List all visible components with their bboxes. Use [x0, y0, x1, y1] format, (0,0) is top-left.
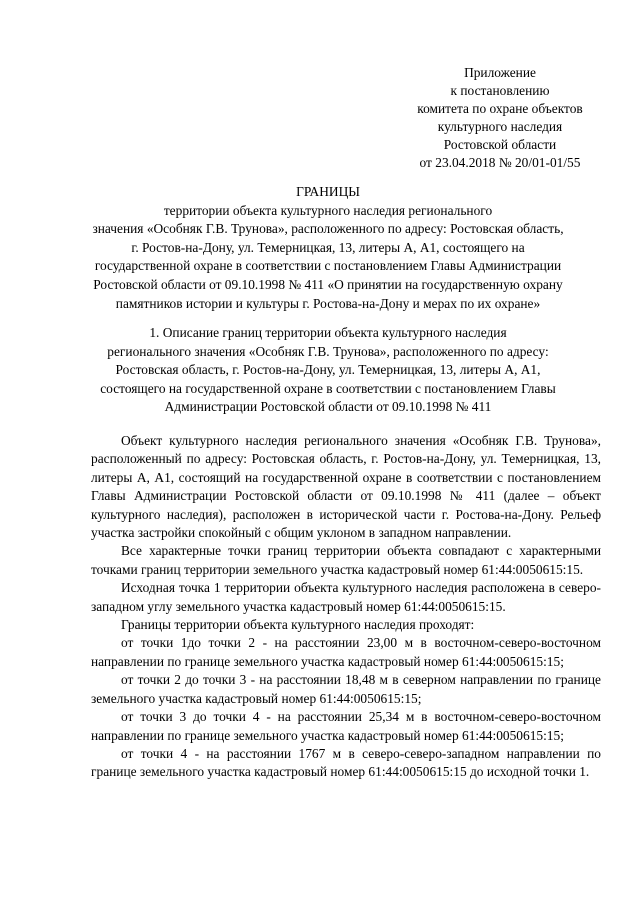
appendix-line: Приложение	[464, 65, 536, 80]
appendix-line: от 23.04.2018 № 20/01-01/55	[419, 155, 581, 170]
section-line: Администрации Ростовской области от 09.10.1998 № 411	[164, 399, 492, 415]
section-line: регионального значения «Особняк Г.В. Трунова», расположенного по адресу:	[107, 343, 549, 359]
title-line: г. Ростов-на-Дону, ул. Темерницкая, 13, литеры А, А1, состоящего на	[131, 239, 525, 255]
title-heading: ГРАНИЦЫ	[296, 184, 360, 199]
body-text	[91, 432, 601, 782]
title-line: Ростовской области от 09.10.1998 № 411 «О принятии на государственную охрану	[93, 276, 563, 292]
paragraph-boundaries-intro: Границы территории объекта культурного наследия проходят:	[121, 617, 475, 633]
title-line: территории объекта культурного наследия регионального	[163, 202, 493, 218]
section-heading	[58, 324, 598, 417]
title-line: государственной охране в соответствии с постановлением Главы Администрации	[94, 258, 562, 274]
appendix-header	[400, 64, 600, 172]
section-line: 1. Описание границ территории объекта культурного наследия	[149, 325, 507, 340]
paragraph-segment-2-3: от точки 2 до точки 3 - на расстоянии 18,48 м в северном направлении по границе земельного участка кадастровый номер 61:44:0050615:15;	[91, 672, 601, 706]
title-line: значения «Особняк Г.В. Трунова», расположенного по адресу: Ростовская область,	[92, 221, 564, 237]
appendix-line: Ростовской области	[443, 137, 557, 152]
paragraph-segment-3-4: от точки 3 до точки 4 - на расстоянии 25,34 м в восточном-северо-восточном направлении по границе земельного участка кадастровый номер 61:44:0050615:15;	[91, 709, 601, 743]
paragraph-points-match: Все характерные точки границ территории объекта совпадают с характерными точками границ территории земельного участка кадастровый номер 61:44:0050615:15.	[91, 543, 601, 577]
section-line: Ростовская область, г. Ростов-на-Дону, ул. Темерницкая, 13, литеры А, А1,	[115, 362, 541, 378]
appendix-line: к постановлению	[450, 83, 550, 98]
paragraph-object-description: Объект культурного наследия регионального значения «Особняк Г.В. Трунова», расположенный по адресу: Ростовская область, г. Ростов-на-Дону, ул. Темерницкая, 13, литеры А, А1, состоящий на государственной охране в соответствии с постановлением Главы Администрации Ростовской области от 09.10.1998 № 411 (далее – объект культурного наследия), расположен в исторической части г. Ростова-на-Дону. Рельеф участка застройки спокойный с общим уклоном в западном направлении.	[91, 433, 601, 541]
paragraph-start-point: Исходная точка 1 территории объекта культурного наследия расположена в северо-западном углу земельного участка кадастровый номер 61:44:0050615:15.	[91, 580, 601, 614]
document-title	[58, 183, 598, 313]
section-line: состоящего на государственной охране в соответствии с постановлением Главы	[100, 380, 556, 396]
paragraph-segment-1-2: от точки 1до точки 2 - на расстоянии 23,00 м в восточном-северо-восточном направлении по границе земельного участка кадастровый номер 61:44:0050615:15;	[91, 635, 601, 669]
paragraph-segment-4-1: от точки 4 - на расстоянии 1767 м в северо-северо-западном направлении по границе земельного участка кадастровый номер 61:44:0050615:15 до исходной точки 1.	[91, 745, 601, 780]
title-line: памятников истории и культуры г. Ростова-на-Дону и мерах по их охране»	[115, 295, 541, 311]
appendix-line: культурного наследия	[437, 119, 563, 134]
appendix-line: комитета по охране объектов	[417, 101, 583, 116]
